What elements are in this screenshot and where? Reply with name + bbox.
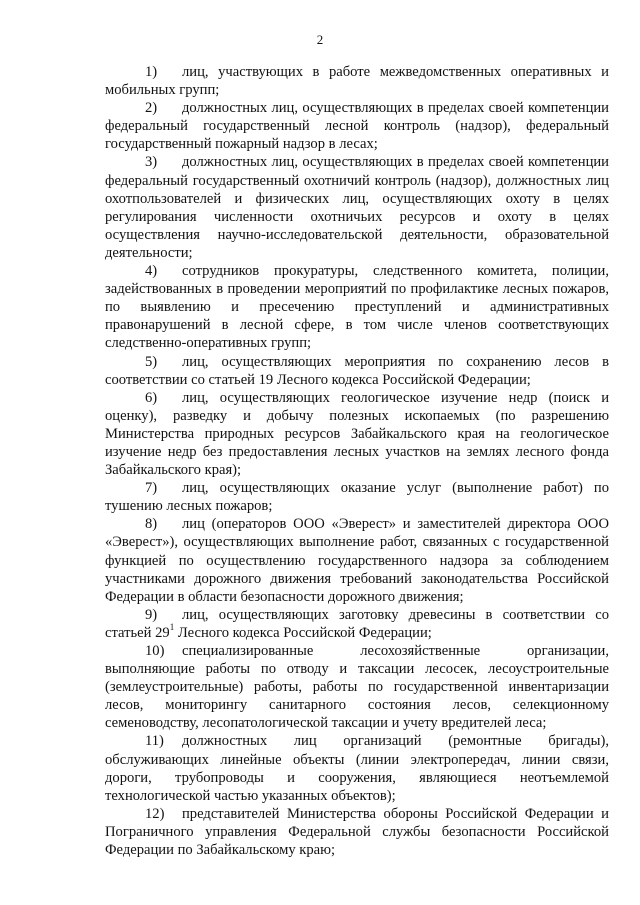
list-item xyxy=(105,63,609,99)
list-item xyxy=(105,515,609,605)
item-number: 11) xyxy=(145,733,164,750)
item-text: лиц, участвующих в работе межведомственных оперативных и мобильных групп; xyxy=(105,64,609,99)
item-number: 10) xyxy=(145,643,165,659)
item-text: специализированные лесохозяйственные организации, выполняющие работы по отводу и таксации лесосек, лесоустроительные (землеустроительные) работы, работы по государственной инвентаризации лесов, мониторингу санитарного состояния лесов, селекционному семеноводству, лесопатологической таксации и учету вредителей леса; xyxy=(105,643,609,732)
document-body xyxy=(105,63,609,859)
item-number: 7) xyxy=(145,480,158,497)
item-number: 12) xyxy=(145,805,165,822)
item-text: лиц, осуществляющих оказание услуг (выполнение работ) по тушению лесных пожаров; xyxy=(105,480,609,515)
list-item xyxy=(105,153,609,262)
item-text: лиц (операторов ООО «Эверест» и заместителей директора ООО «Эверест»), осуществляющих выполнение работ, связанных с государственной функцией по осуществлению государственного надзора за соблюдением участниками дорожного движения требований законодательства Российской Федерации в области безопасности дорожного движения; xyxy=(105,516,609,605)
item-number: 5) xyxy=(145,353,158,370)
item-text: должностных лиц, осуществляющих в пределах своей компетенции федеральный государственный лесной контроль (надзор), федеральный государственный пожарный надзор в лесах; xyxy=(105,100,609,153)
item-text: должностных лиц организаций (ремонтные бригады), обслуживающих линейные объекты (линии электропередач, линии связи, дороги, трубопроводы и сооружения, являющиеся неотъемлемой технологической частью указанных объектов); xyxy=(105,733,609,804)
list-item xyxy=(105,353,609,389)
list-item xyxy=(105,805,609,859)
item-text-before: лиц, осуществляющих заготовку древесины в соответствии со статьей 29 xyxy=(105,606,609,641)
list-item xyxy=(105,389,609,479)
item-text: лиц, осуществляющих мероприятия по сохранению лесов в соответствии со статьей 19 Лесного кодекса Российской Федерации; xyxy=(105,353,609,388)
item-number: 1) xyxy=(145,64,158,80)
article-superscript: 1 xyxy=(169,622,175,633)
page-number: 2 xyxy=(316,32,324,47)
list-item xyxy=(105,262,609,352)
item-number: 6) xyxy=(145,389,158,406)
list-item xyxy=(105,99,609,153)
item-text: лиц, осуществляющих геологическое изучение недр (поиск и оценку), разведку и добычу полезных ископаемых (по разрешению Министерства природных ресурсов Забайкальского края на геологическое изучение недр без предоставления лесных участков на землях лесного фонда Забайкальского края); xyxy=(105,389,609,479)
item-number: 3) xyxy=(145,154,158,171)
list-item xyxy=(105,642,609,732)
item-text: представителей Министерства обороны Российской Федерации и Пограничного управления Федеральной службы безопасности Российской Федерации по Забайкальскому краю; xyxy=(105,805,609,859)
item-text-after: Лесного кодекса Российской Федерации; xyxy=(174,624,432,641)
item-number: 8) xyxy=(145,516,158,533)
item-number: 9) xyxy=(145,606,158,623)
item-text: должностных лиц, осуществляющих в пределах своей компетенции федеральный государственный охотничий контроль (надзор), должностных лиц охотпользователей и физических лиц, осуществляющих охоту в целях регулирования численности охотничьих ресурсов и охоту в целях осуществления научно-исследовательской деятельности, образовательной деятельности; xyxy=(105,154,609,261)
list-item xyxy=(105,606,609,642)
item-number: 2) xyxy=(145,100,158,117)
list-item xyxy=(105,479,609,515)
item-text: сотрудников прокуратуры, следственного комитета, полиции, задействованных в проведении мероприятий по профилактике лесных пожаров, по выявлению и пресечению преступлений и административных правонарушений в лесной сфере, в том числе членов соответствующих следственно-оперативных групп; xyxy=(105,263,609,352)
list-item xyxy=(105,732,609,804)
item-number: 4) xyxy=(145,263,158,280)
